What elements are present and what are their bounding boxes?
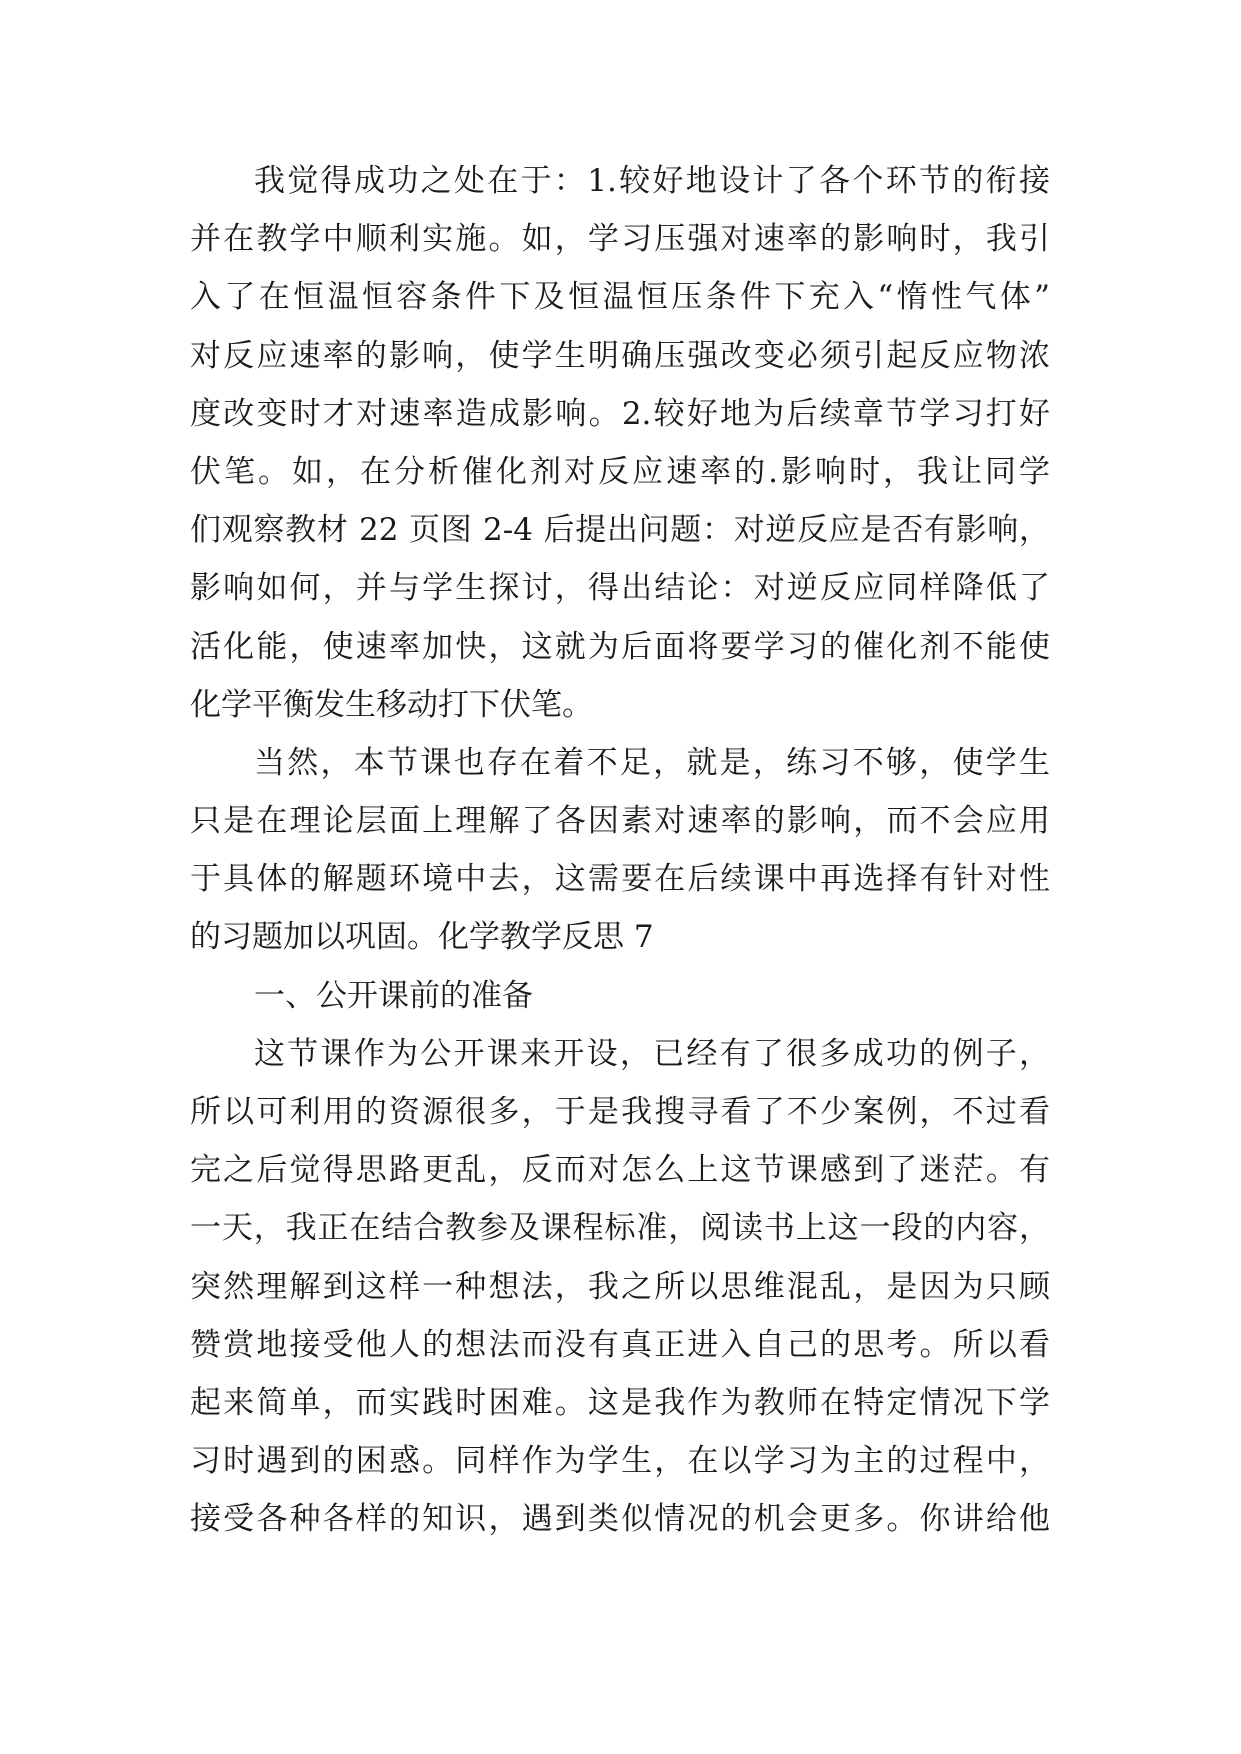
section-heading: 一、公开课前的准备 (254, 977, 533, 1014)
text-line: 影响如何，并与学生探讨，得出结论：对逆反应同样降低了 (190, 570, 1050, 607)
text-line: 一天，我正在结合教参及课程标准，阅读书上这一段的内容， (190, 1210, 1050, 1247)
text-line: 们观察教材 22 页图 2-4 后提出问题：对逆反应是否有影响， (190, 512, 1050, 549)
text-line: 于具体的解题环境中去，这需要在后续课中再选择有针对性 (190, 861, 1050, 898)
text-line: 习时遇到的困惑。同样作为学生，在以学习为主的过程中， (190, 1443, 1050, 1480)
text-line: 起来简单，而实践时困难。这是我作为教师在特定情况下学 (190, 1384, 1050, 1421)
text-line: 接受各种各样的知识，遇到类似情况的机会更多。你讲给他 (190, 1501, 1050, 1538)
text-line: 伏笔。如，在分析催化剂对反应速率的.影响时，我让同学 (190, 453, 1050, 490)
document-body (190, 152, 1050, 1549)
text-line: 对反应速率的影响，使学生明确压强改变必须引起反应物浓 (190, 337, 1050, 374)
text-line: 活化能，使速率加快，这就为后面将要学习的催化剂不能使 (190, 628, 1050, 665)
text-line: 当然，本节课也存在着不足，就是，练习不够，使学生 (254, 744, 1050, 781)
text-line: 度改变时才对速率造成影响。2.较好地为后续章节学习打好 (190, 395, 1050, 432)
text-line: 入了在恒温恒容条件下及恒温恒压条件下充入“惰性气体” (190, 279, 1050, 316)
text-line: 突然理解到这样一种想法，我之所以思维混乱，是因为只顾 (190, 1268, 1050, 1305)
text-line: 化学平衡发生移动打下伏笔。 (190, 686, 593, 723)
text-line: 赞赏地接受他人的想法而没有真正进入自己的思考。所以看 (190, 1326, 1050, 1363)
text-line: 我觉得成功之处在于：1.较好地设计了各个环节的衔接 (254, 163, 1050, 199)
text-line: 只是在理论层面上理解了各因素对速率的影响，而不会应用 (190, 803, 1050, 840)
text-line: 这节课作为公开课来开设，已经有了很多成功的例子， (254, 1035, 1050, 1072)
text-line: 完之后觉得思路更乱，反而对怎么上这节课感到了迷茫。有 (190, 1152, 1050, 1189)
text-line: 的习题加以巩固。化学教学反思 7 (190, 919, 654, 956)
text-line: 所以可利用的资源很多，于是我搜寻看了不少案例，不过看 (190, 1094, 1050, 1130)
text-line: 并在教学中顺利实施。如，学习压强对速率的影响时，我引 (190, 221, 1050, 258)
